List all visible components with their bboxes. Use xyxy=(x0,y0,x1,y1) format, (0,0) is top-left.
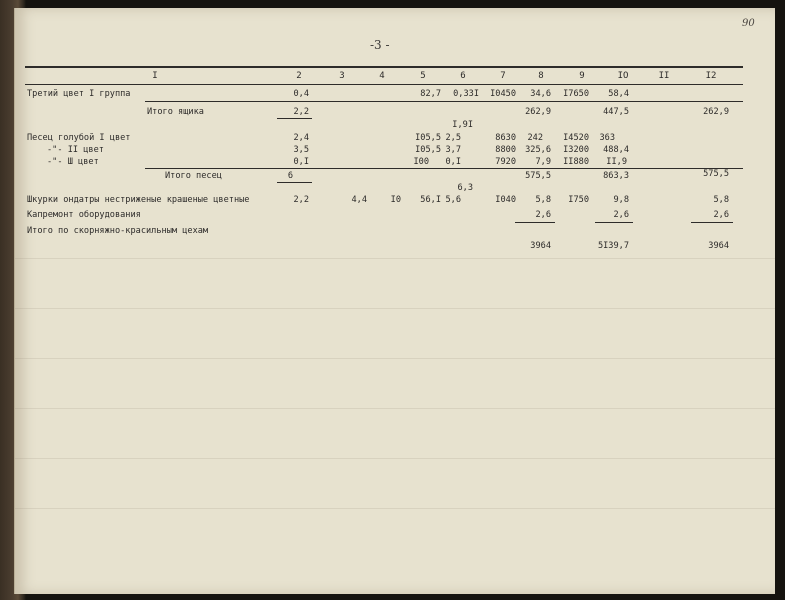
row-label: Итого песец xyxy=(165,171,222,181)
cell: 5,8 xyxy=(713,195,729,205)
col-header-4: 4 xyxy=(379,71,385,81)
cell: I05,5 xyxy=(415,133,441,143)
col-header-7: 7 xyxy=(500,71,506,81)
cell: 2,2 xyxy=(293,195,309,205)
cell: 0,4 xyxy=(293,89,309,99)
header-top-rule xyxy=(25,66,743,68)
subtotal-rule xyxy=(145,168,743,169)
col-header-2: 2 xyxy=(296,71,302,81)
col-header-5: 5 xyxy=(420,71,426,81)
cell: 5I39,7 xyxy=(597,241,629,251)
cell: 82,7 xyxy=(420,89,441,99)
cell: 8630 xyxy=(495,133,516,143)
cell: 3,7 xyxy=(445,145,461,155)
row-label: Итого ящика xyxy=(147,107,204,117)
cell: 2,5 xyxy=(445,133,461,143)
cell: I,9I xyxy=(452,120,473,130)
cell: 2,2 xyxy=(293,107,309,117)
cell: 2,6 xyxy=(713,210,729,220)
cell: II,9 xyxy=(606,157,627,167)
cell: 0,33I xyxy=(453,89,479,99)
cell: I040 xyxy=(495,195,516,205)
cell: 575,5 xyxy=(525,171,551,181)
cell: 363 xyxy=(599,133,615,143)
row-rule xyxy=(277,182,312,183)
cell: 7,9 xyxy=(535,157,551,167)
cell: 447,5 xyxy=(603,107,629,117)
row-label: Третий цвет I группа xyxy=(27,89,131,99)
cell: I750 xyxy=(568,195,589,205)
total-rule xyxy=(515,222,555,223)
cell: 2,6 xyxy=(613,210,629,220)
cell: I7650 xyxy=(563,89,589,99)
cell: I0 xyxy=(390,195,401,205)
cell: 3964 xyxy=(530,241,551,251)
cell: 262,9 xyxy=(703,107,729,117)
cell: 56,I xyxy=(420,195,441,205)
cell: 325,6 xyxy=(525,145,551,155)
row-label: Капремонт оборудования xyxy=(27,210,141,220)
row-label: Итого по скорняжно-красильным цехам xyxy=(27,226,209,236)
row-rule xyxy=(277,118,312,119)
col-header-12: I2 xyxy=(705,71,717,81)
cell: 3,5 xyxy=(293,145,309,155)
cell: 8800 xyxy=(495,145,516,155)
cell: 6,3 xyxy=(457,183,473,193)
cell: 9,8 xyxy=(613,195,629,205)
cell: I00 xyxy=(413,157,429,167)
total-rule xyxy=(595,222,633,223)
row-label: -"- Ш цвет xyxy=(47,157,99,167)
cell: 2,6 xyxy=(535,210,551,220)
cell: 863,3 xyxy=(603,171,629,181)
cell: 575,5 xyxy=(703,169,729,179)
folio-number: 90 xyxy=(742,18,755,29)
cell: 0,I xyxy=(445,157,461,167)
cell: 0,I xyxy=(293,157,309,167)
cell: 58,4 xyxy=(608,89,629,99)
cell: I3200 xyxy=(563,145,589,155)
cell: I0450 xyxy=(490,89,516,99)
page-number: -3 - xyxy=(370,38,390,52)
cell: 262,9 xyxy=(525,107,551,117)
total-rule xyxy=(691,222,733,223)
cell: 34,6 xyxy=(530,89,551,99)
cell: 6 xyxy=(287,171,293,181)
col-header-8: 8 xyxy=(538,71,544,81)
col-header-1: I xyxy=(152,71,158,81)
cell: 3964 xyxy=(708,241,729,251)
cell: II880 xyxy=(563,157,589,167)
cell: 5,8 xyxy=(535,195,551,205)
cell: 7920 xyxy=(495,157,516,167)
col-header-9: 9 xyxy=(579,71,585,81)
row-label: -"- II цвет xyxy=(47,145,104,155)
col-header-10: IO xyxy=(617,71,629,81)
col-header-6: 6 xyxy=(460,71,466,81)
col-header-11: II xyxy=(658,71,670,81)
header-bottom-rule xyxy=(25,84,743,85)
row-label: Шкурки ондатры нестриженые крашеные цветные xyxy=(27,195,250,205)
col-header-3: 3 xyxy=(339,71,345,81)
cell: 242 xyxy=(527,133,543,143)
cell: I4520 xyxy=(563,133,589,143)
subtotal-rule xyxy=(145,101,743,102)
document-page xyxy=(14,8,775,594)
cell: I05,5 xyxy=(415,145,441,155)
cell: 488,4 xyxy=(603,145,629,155)
row-label: Песец голубой I цвет xyxy=(27,133,131,143)
cell: 5,6 xyxy=(445,195,461,205)
cell: 4,4 xyxy=(351,195,367,205)
cell: 2,4 xyxy=(293,133,309,143)
